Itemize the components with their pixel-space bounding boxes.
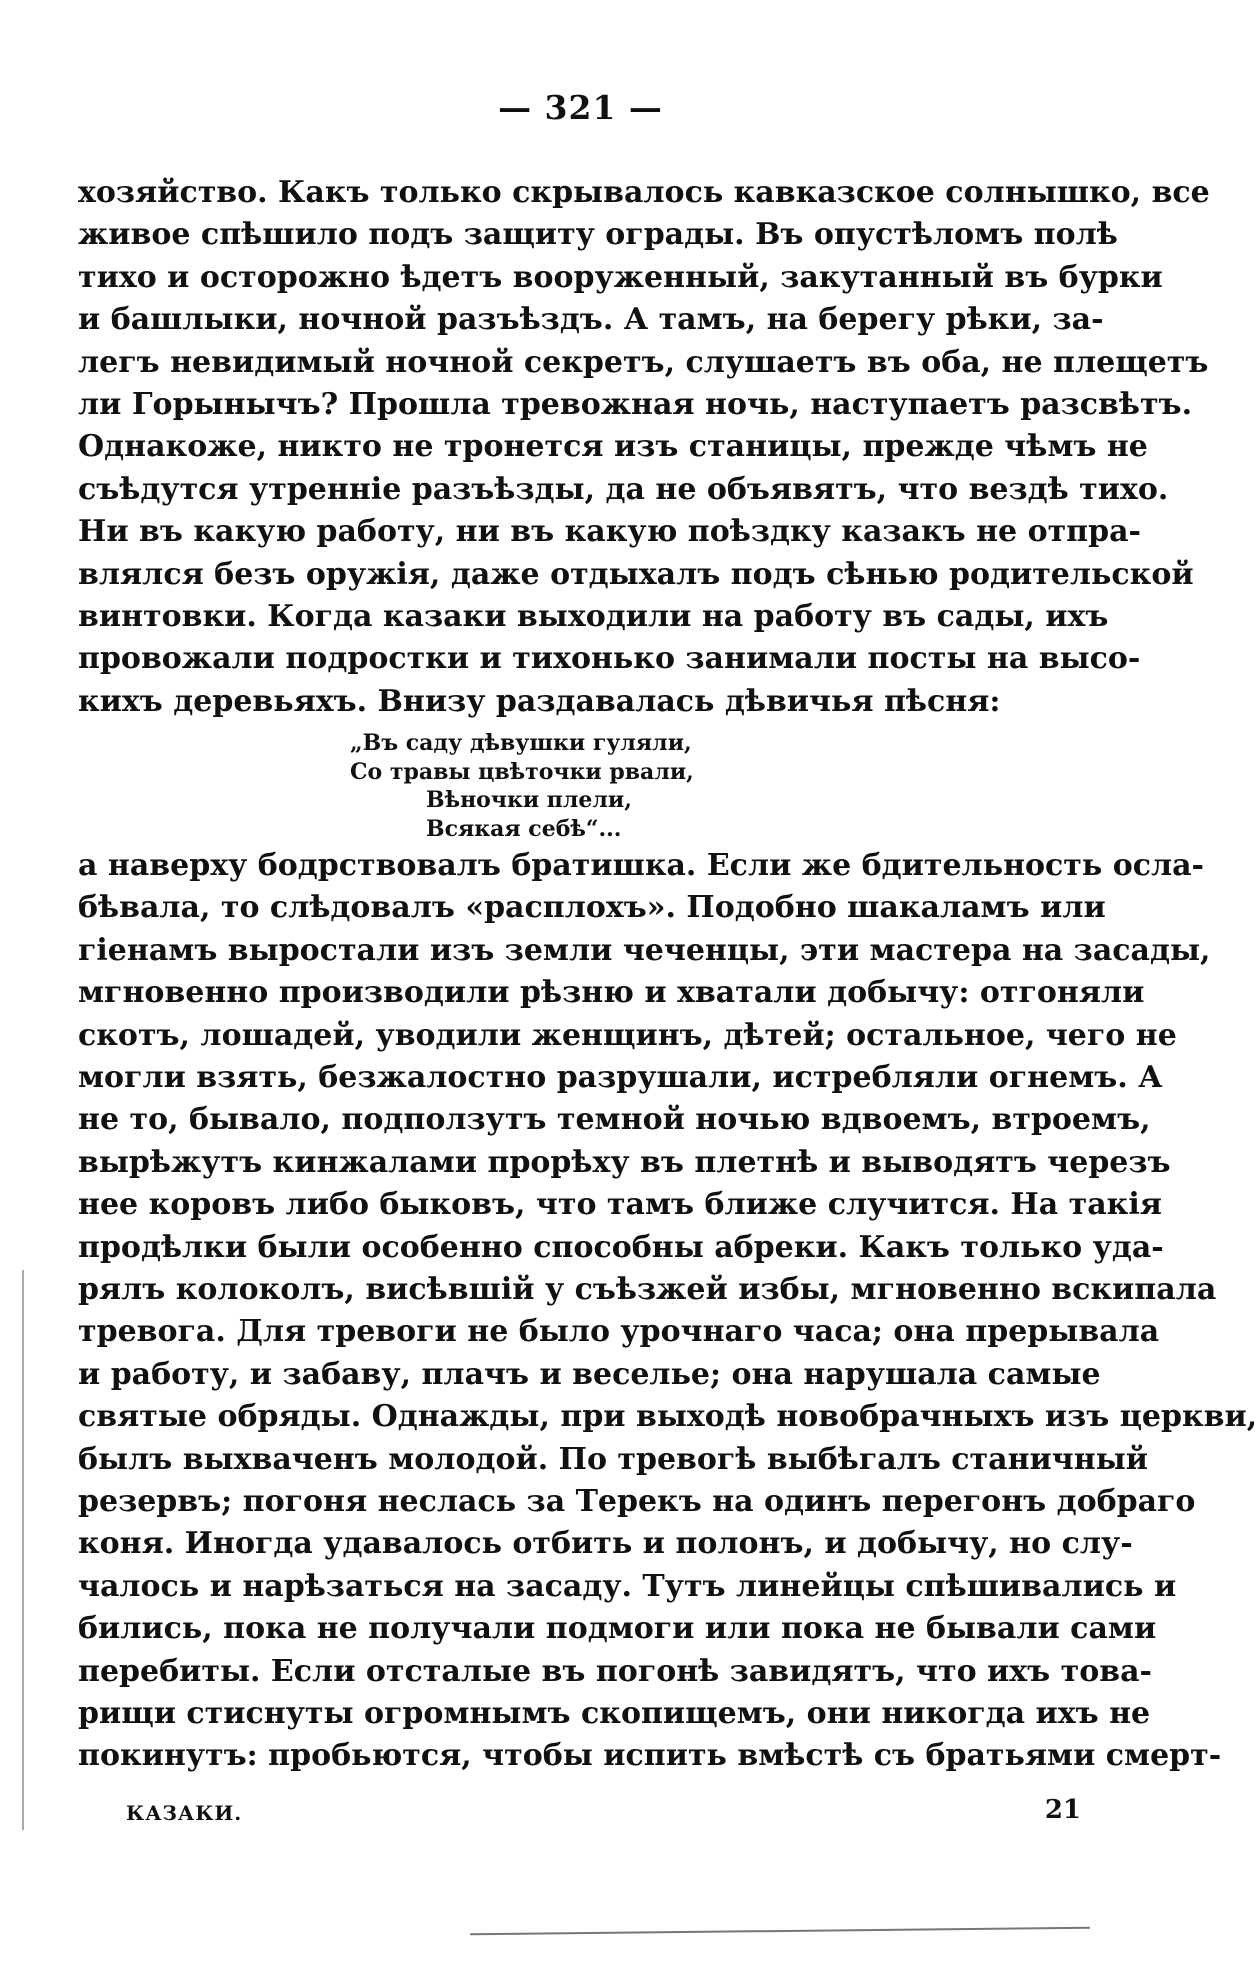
text-line: перебиты. Если отсталые въ погонѣ завидятъ, что ихъ това- [78, 1653, 1152, 1689]
text-line: скотъ, лошадей, уводили женщинъ, дѣтей; остальное, чего не [78, 1017, 1177, 1053]
text-line: коня. Иногда удавалось отбить и полонъ, и добычу, но слу- [78, 1526, 1133, 1562]
text-line: кихъ деревьяхъ. Внизу раздавалась дѣвичья пѣсня: [78, 683, 1001, 719]
text-line: вырѣжутъ кинжалами прорѣху въ плетнѣ и выводятъ черезъ [78, 1144, 1171, 1180]
text-line: рищи стиснуты огромнымъ скопищемъ, они никогда ихъ не [78, 1695, 1151, 1731]
text-line: покинутъ: пробьются, чтобы испить вмѣстѣ съ братьями смерт- [78, 1738, 1222, 1774]
poem-line: Вѣночки плели, [426, 787, 632, 814]
text-line: нее коровъ либо быковъ, что тамъ ближе случится. На такiя [78, 1187, 1162, 1223]
text-line: продѣлки были особенно способны абреки. Какъ только уда- [78, 1229, 1164, 1265]
text-line: резервъ; погоня неслась за Терекъ на одинъ перегонъ добраго [78, 1483, 1196, 1519]
signature-mark: КАЗАКИ. [126, 1801, 243, 1825]
text-line: рялъ колоколъ, висѣвшiй у съѣзжей избы, мгновенно вскипала [78, 1271, 1217, 1307]
text-line: Однакоже, никто не тронется изъ станицы, прежде чѣмъ не [78, 429, 1148, 465]
text-line: тихо и осторожно ѣдетъ вооруженный, закутанный въ бурки [78, 259, 1163, 295]
text-line: Ни въ какую работу, ни въ какую поѣздку казакъ не отпра- [78, 514, 1142, 550]
scan-edge-mark [22, 1270, 24, 1830]
text-line: легъ невидимый ночной секретъ, слушаетъ въ оба, не плещетъ [78, 344, 1209, 380]
text-line: и работу, и забаву, плачъ и веселье; она нарушала самые [78, 1356, 1101, 1392]
poem-line: Со травы цвѣточки рвали, [350, 758, 694, 785]
text-line: не то, бывало, подползутъ темной ночью вдвоемъ, втроемъ, [78, 1102, 1151, 1138]
poem-line: Всякая себѣ“... [426, 815, 622, 842]
text-line: хозяйство. Какъ только скрывалось кавказское солнышко, все [78, 175, 1210, 210]
page-number: — 321 — [498, 88, 663, 127]
text-line: могли взять, безжалостно разрушали, истребляли огнемъ. А [78, 1060, 1163, 1096]
text-line: ли Горынычъ? Прошла тревожная ночь, наступаетъ разсвѣтъ. [78, 386, 1193, 422]
text-line: чалось и нарѣзаться на засаду. Тутъ линейцы спѣшивались и [78, 1568, 1177, 1604]
text-line: мгновенно производили рѣзню и хватали добычу: отгоняли [78, 975, 1145, 1011]
text-line: живое спѣшило подъ защиту ограды. Въ опустѣломъ полѣ [78, 217, 1118, 253]
text-line: тревога. Для тревоги не было урочнаго часа; она прерывала [78, 1314, 1160, 1350]
book-page [78, 0, 1257, 1982]
poem-line: „Въ саду дѣвушки гуляли, [350, 730, 692, 757]
text-line: влялся безъ оружiя, даже отдыхалъ подъ сѣнью родительской [78, 556, 1194, 592]
text-line: провожали подростки и тихонько занимали посты на высо- [78, 641, 1141, 677]
page-footer [126, 1795, 1081, 1835]
text-line: святые обряды. Однажды, при выходѣ новобрачныхъ изъ церкви, [78, 1399, 1257, 1435]
text-line: и башлыки, ночной разъѣздъ. А тамъ, на берегу рѣки, за- [78, 302, 1104, 338]
text-line: гiенамъ выростали изъ земли чеченцы, эти мастера на засады, [78, 932, 1211, 968]
text-line: съѣдутся утреннiе разъѣзды, да не объявятъ, что вездѣ тихо. [78, 471, 1169, 507]
text-line: винтовки. Когда казаки выходили на работу въ сады, ихъ [78, 598, 1109, 634]
sheet-number: 21 [1044, 1795, 1081, 1825]
text-line: бились, пока не получали подмоги или пока не бывали сами [78, 1611, 1157, 1647]
text-line: а наверху бодрствовалъ братишка. Если же бдительность осла- [78, 848, 1205, 884]
song-quote [78, 723, 1083, 845]
poem [350, 729, 830, 843]
text-line: былъ выхваченъ молодой. По тревогѣ выбѣгалъ станичный [78, 1441, 1149, 1477]
text-line: бѣвала, то слѣдовалъ «расплохъ». Подобно шакаламъ или [78, 890, 1106, 926]
body-text [78, 172, 1257, 1778]
